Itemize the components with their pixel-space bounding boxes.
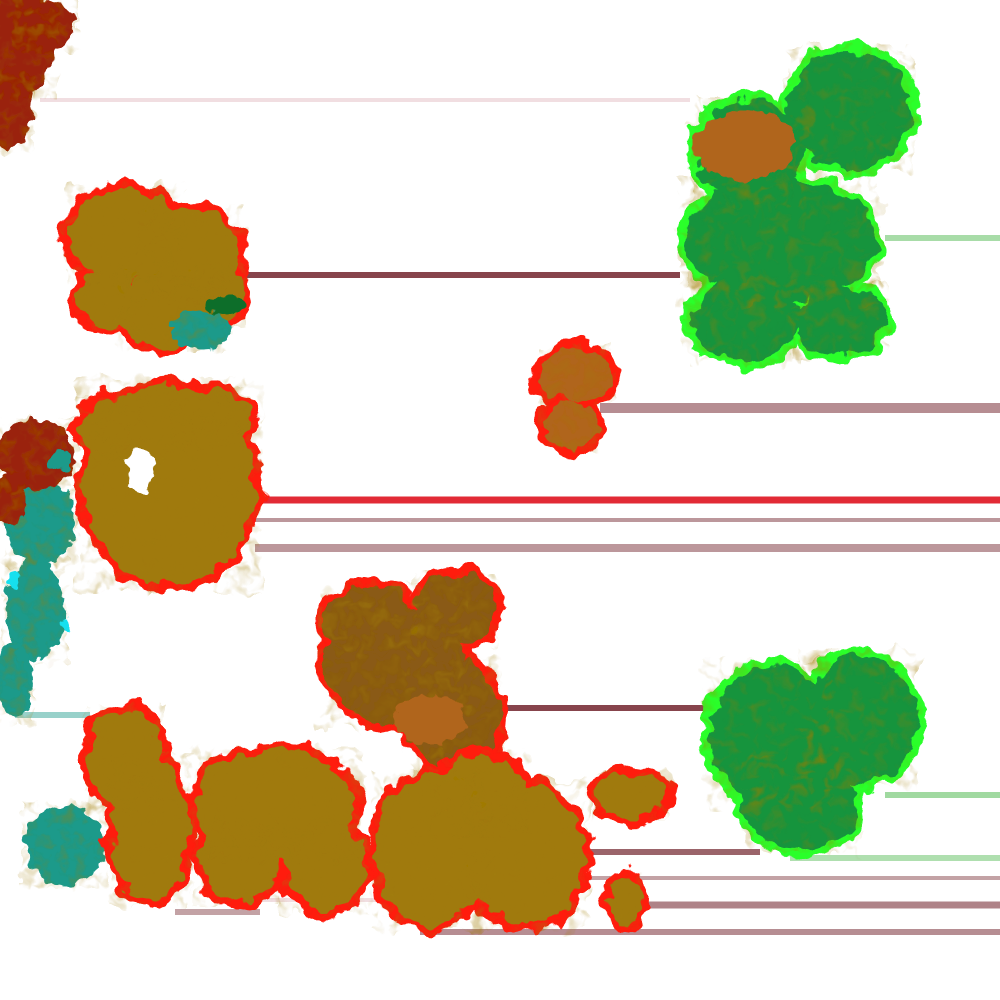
streak-13 [585,876,1000,880]
blob-bottom-right-green [702,647,923,858]
streak-10 [885,792,1000,798]
blob-center-small [532,339,618,455]
blob-bottom-left-brown-b [187,742,373,918]
blob-bottom-center-lower [367,747,593,933]
streak-3 [600,403,1000,413]
cyan-spot-2 [60,619,70,631]
streak-4 [255,497,1000,504]
streak-11 [790,855,1000,861]
dark-spot-upper-left [207,295,243,315]
patch-center [395,695,465,745]
cyan-spot-1 [8,572,20,588]
streak-14 [620,902,1000,909]
streak-6 [255,544,1000,552]
patch-brown-in-green [695,110,795,180]
streak-12 [575,849,760,855]
streak-17 [175,909,260,915]
streak-7 [505,705,715,711]
streak-5 [255,518,1000,522]
blob-top-right-green [677,42,918,368]
teal-spot [48,450,72,470]
blob-top-left-darkred [0,0,75,150]
hole-mid-left [126,448,154,492]
blob-mid-left-brown [72,377,263,593]
blob-bottom-center-upper [317,567,508,778]
streak-8 [15,712,90,718]
blob-bottom-left-teal [25,805,105,885]
blob-bottom-left-brown-a [79,702,196,908]
streak-1 [40,98,690,102]
streak-9 [885,235,1000,241]
streak-2 [245,272,680,278]
